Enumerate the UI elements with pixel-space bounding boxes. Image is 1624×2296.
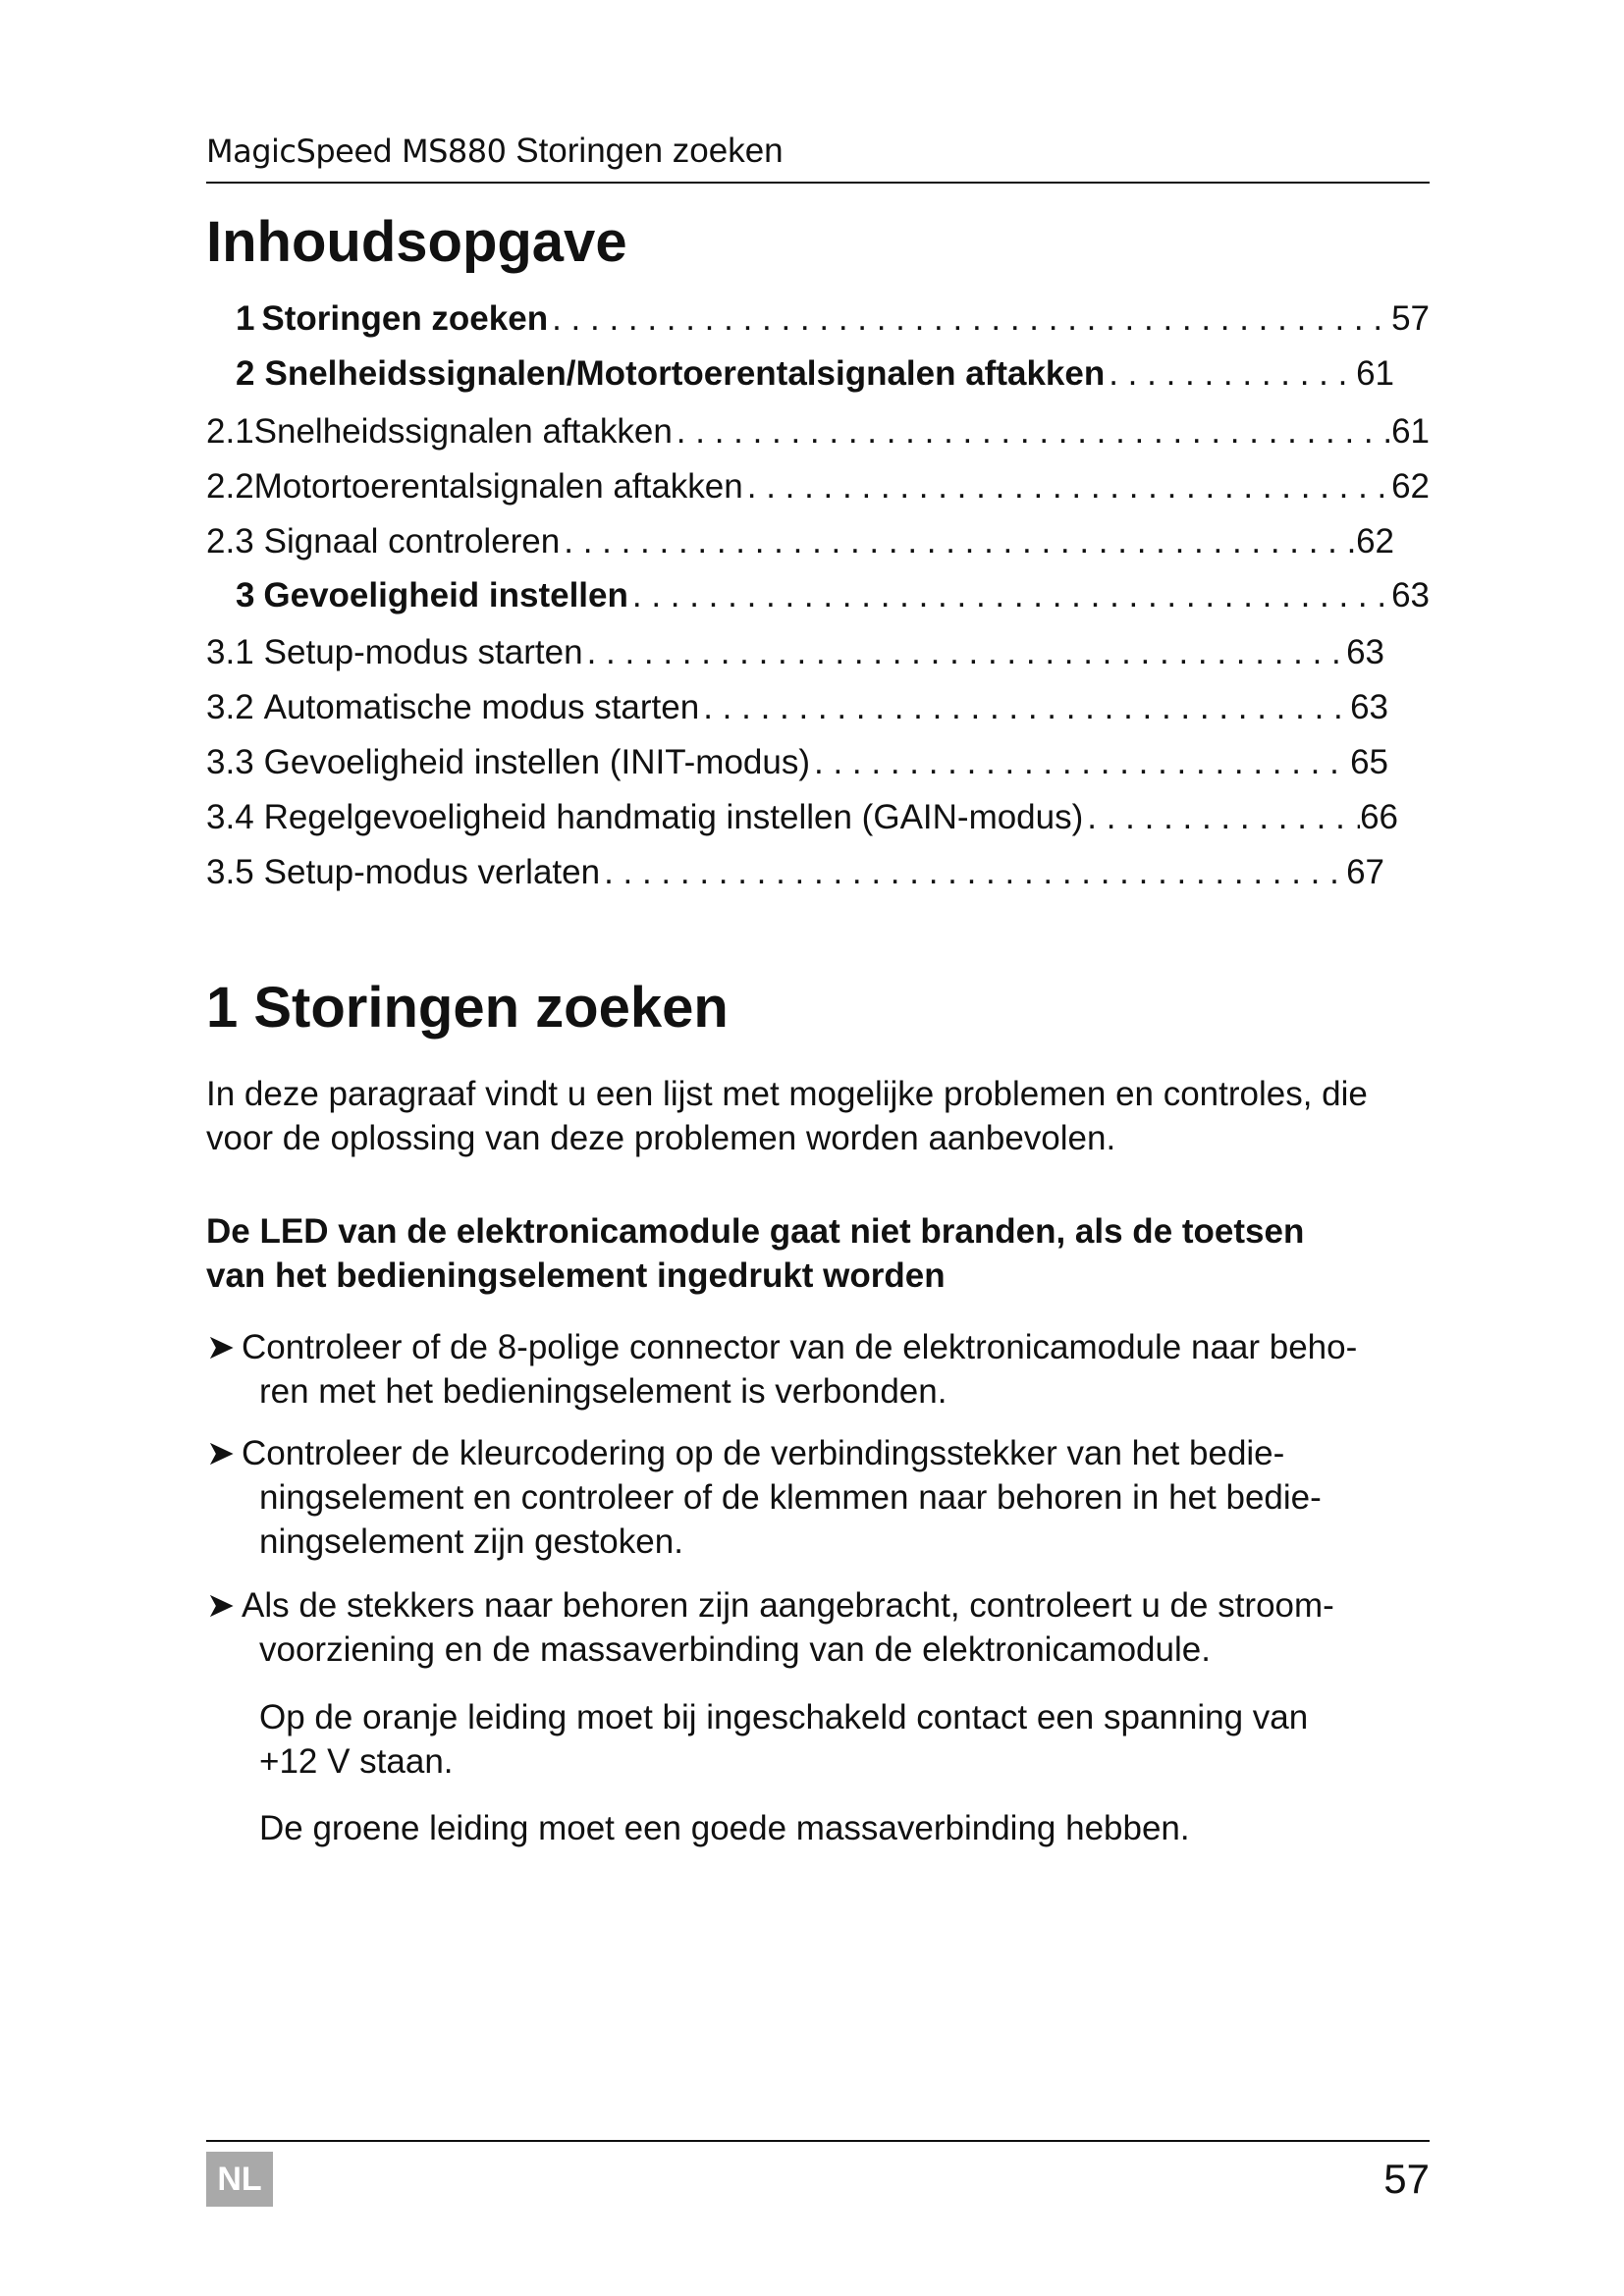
toc-entry[interactable] <box>206 410 1430 454</box>
toc-entry[interactable] <box>206 465 1430 508</box>
toc-entry-label: Snelheidssignalen/Motortoerentalsignalen aftakken <box>264 354 1106 393</box>
check-item-line: Controleer de kleurcodering op de verbindingsstekker van het bedie- <box>242 1434 1285 1472</box>
toc-entry-page: 62 <box>1356 522 1394 561</box>
check-item-line: voorziening en de massaverbinding van de elektronicamodule. <box>259 1630 1211 1669</box>
toc-entry-label: Gevoeligheid instellen <box>263 576 628 614</box>
toc-leader-dots <box>810 741 1350 784</box>
toc-entry-label: Motortoerentalsignalen aftakken <box>253 467 743 506</box>
toc-entry[interactable] <box>206 686 1388 729</box>
check-item-line: Als de stekkers naar behoren zijn aangebracht, controleert u de stroom- <box>242 1586 1334 1625</box>
problem-subheading <box>206 1209 1430 1298</box>
toc-leader-dots <box>583 631 1347 674</box>
toc-entry-number: 2.1 <box>206 412 254 451</box>
toc-entry-page: 61 <box>1356 354 1394 393</box>
toc-entry-label: Automatische modus starten <box>263 688 700 726</box>
toc-entry[interactable] <box>206 352 1394 396</box>
arrow-bullet-icon: ➤ <box>206 1328 236 1366</box>
header-divider <box>206 182 1430 184</box>
subheading-line: De LED van de elektronicamodule gaat niet branden, als de toetsen <box>206 1212 1305 1251</box>
toc-entry-page: 57 <box>1391 299 1430 338</box>
toc-entry-page: 63 <box>1350 688 1388 726</box>
toc-entry-label: Storingen zoeken <box>261 299 549 338</box>
note-paragraph: De groene leiding moet een goede massaverbinding hebben. <box>259 1809 1190 1847</box>
toc-entry[interactable] <box>206 796 1398 839</box>
check-item <box>206 1325 1430 1414</box>
toc-leader-dots <box>560 520 1356 563</box>
toc-entry-number: 3.1 <box>206 633 254 671</box>
toc-entry-number: 3.3 <box>206 743 254 781</box>
intro-paragraph <box>206 1072 1430 1160</box>
check-item-line: ningselement zijn gestoken. <box>259 1522 683 1561</box>
toc-entry-label: Regelgevoeligheid handmatig instellen (GAIN-modus) <box>263 798 1084 836</box>
toc-entry-label: Gevoeligheid instellen (INIT-modus) <box>263 743 811 781</box>
arrow-bullet-icon: ➤ <box>206 1434 236 1472</box>
toc-entry-page: 67 <box>1346 853 1384 891</box>
toc-leader-dots <box>600 851 1346 894</box>
toc-entry-number: 2.3 <box>206 522 254 561</box>
toc-entry-page: 63 <box>1346 633 1384 671</box>
check-item-line: ningselement en controleer of de klemmen naar behoren in het bedie- <box>259 1478 1322 1517</box>
running-header <box>206 130 1430 173</box>
subheading-line: van het bedieningselement ingedrukt worden <box>206 1256 946 1295</box>
toc-entry-number: 2 <box>236 354 255 393</box>
toc-entry[interactable] <box>206 520 1394 563</box>
toc-entry[interactable] <box>206 631 1384 674</box>
toc-entry-page: 62 <box>1391 467 1430 506</box>
toc-leader-dots <box>673 410 1391 454</box>
toc-entry[interactable] <box>206 574 1430 617</box>
toc-entry[interactable] <box>206 851 1384 894</box>
toc-entry-number: 1 <box>236 299 255 338</box>
toc-entry-label: Setup-modus verlaten <box>263 853 601 891</box>
note-paragraph <box>259 1695 1388 1784</box>
header-section-title: Storingen zoeken <box>515 132 784 170</box>
footer-divider <box>206 2140 1430 2142</box>
check-item <box>206 1583 1430 1672</box>
toc-entry-page: 66 <box>1360 798 1398 836</box>
toc-entry-number: 3.2 <box>206 688 254 726</box>
language-badge: NL <box>206 2152 273 2207</box>
toc-entry-number: 3 <box>236 576 255 614</box>
note-line: Op de oranje leiding moet bij ingeschakeld contact een spanning van <box>259 1698 1309 1736</box>
page-number: 57 <box>1383 2156 1430 2202</box>
toc-leader-dots <box>699 686 1350 729</box>
toc-entry-label: Setup-modus starten <box>263 633 583 671</box>
arrow-bullet-icon: ➤ <box>206 1586 236 1625</box>
check-item <box>206 1431 1430 1564</box>
intro-line: voor de oplossing van deze problemen worden aanbevolen. <box>206 1119 1116 1157</box>
toc-entry-page: 61 <box>1391 412 1430 451</box>
intro-line: In deze paragraaf vindt u een lijst met mogelijke problemen en controles, die <box>206 1075 1368 1113</box>
toc-entry[interactable] <box>206 741 1388 784</box>
toc-entry-page: 63 <box>1391 576 1430 614</box>
toc-entry-number: 2.2 <box>206 467 254 506</box>
toc-entry-label: Snelheidssignalen aftakken <box>253 412 673 451</box>
toc-leader-dots <box>548 297 1391 341</box>
check-item-line: ren met het bedieningselement is verbonden. <box>259 1372 947 1411</box>
toc-title: Inhoudsopgave <box>206 210 627 274</box>
toc-entry[interactable] <box>206 297 1430 341</box>
section-heading: 1 Storingen zoeken <box>206 976 729 1040</box>
check-item-line: Controleer of de 8-polige connector van de elektronicamodule naar beho- <box>242 1328 1358 1366</box>
note-line: +12 V staan. <box>259 1742 454 1781</box>
toc-entry-number: 3.5 <box>206 853 254 891</box>
product-name: MagicSpeed MS880 <box>206 133 507 170</box>
toc-leader-dots <box>1083 796 1360 839</box>
toc-leader-dots <box>1105 352 1356 396</box>
toc-entry-label: Signaal controleren <box>263 522 561 561</box>
toc-leader-dots <box>743 465 1391 508</box>
toc-entry-page: 65 <box>1350 743 1388 781</box>
toc-leader-dots <box>628 574 1391 617</box>
toc-entry-number: 3.4 <box>206 798 254 836</box>
